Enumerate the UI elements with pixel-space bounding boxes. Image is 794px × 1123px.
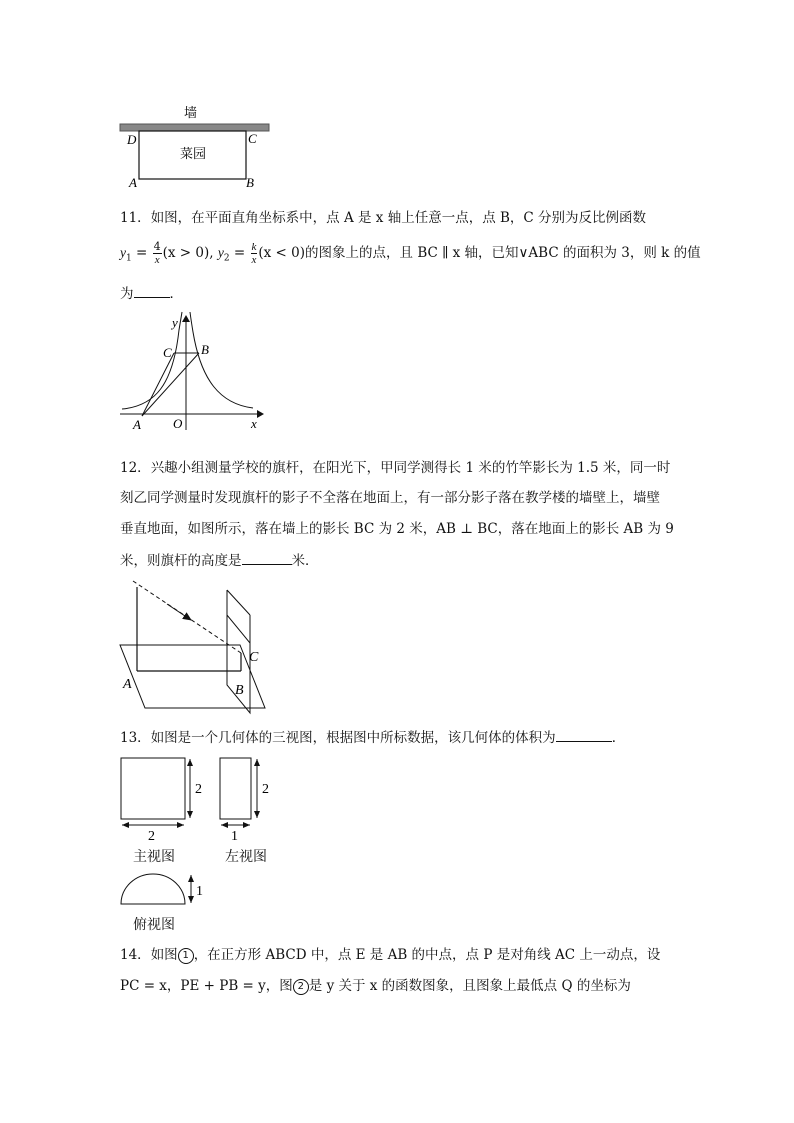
question-14-line-1 [120,945,660,965]
question-14-text-1a: 如图 [150,947,178,963]
point-A-label-12: A [123,677,132,692]
question-11-line-2 [120,238,701,268]
answer-blank-13[interactable] [556,727,612,742]
wall-bar [120,124,269,131]
question-11-line-1 [120,208,646,228]
question-14-line-2 [120,976,631,996]
ground-plane [120,645,265,708]
right-hyperbola [190,312,253,408]
y2-denominator: x [251,254,257,266]
y2-subscript: 2 [223,253,230,264]
wall-plane [227,615,250,713]
question-12-text-2: 刻乙同学测量时发现旗杆的影子不全落在地面上，有一部分影子落在教学楼的墙壁上，墙壁 [120,490,660,506]
wall-outer-edge [227,590,250,615]
garden-label: 菜园 [180,146,207,161]
top-height-label: 1 [196,884,203,899]
question-13-line [120,727,625,748]
y2-equals: = [229,245,250,261]
side-width-label: 1 [231,829,238,844]
question-12-line-1 [120,458,670,478]
question-11-text-1: 如图，在平面直角坐标系中，点 A 是 x 轴上任意一点，点 B，C 分别为反比例函数 [150,210,647,226]
figure-2-marker: 2 [293,979,309,995]
question-12-suffix: 米． [291,553,319,569]
point-A-label-11: A [133,417,141,432]
question-14-text-1b: ，在正方形 ABCD 中，点 E 是 AB 的中点，点 P 是对角线 AC 上一动点，设 [193,947,661,963]
question-14-text-2a: PC = x，PE + PB = y，图 [120,978,293,994]
y-axis-label: y [172,315,178,330]
y1-denominator: x [154,254,160,266]
question-12-text-4: 米，则旗杆的高度是 [120,553,242,569]
sun-ray-arrow [167,604,191,620]
front-height-label: 2 [195,782,202,797]
wall-label: 墙 [184,105,198,120]
point-B-label: B [246,175,254,190]
point-C-label: C [248,131,257,146]
question-13-suffix: ． [611,730,626,746]
side-view-caption: 左视图 [225,849,267,865]
question-11-suffix: ． [169,286,183,302]
top-view-caption: 俯视图 [133,917,175,933]
front-view-caption: 主视图 [133,849,175,865]
question-12-number: 12． [120,460,151,476]
question-14-number: 14． [120,947,151,963]
point-C-label-11: C [163,345,172,360]
question-12-line-2 [120,488,660,508]
y1-symbol: y [120,245,126,260]
question-12-text-1: 兴趣小组测量学校的旗杆，在阳光下，甲同学测得长 1 米的竹竿影长为 1.5 米，同一时 [150,460,671,476]
question-11-text-2: 的图象上的点，且 BC ∥ x 轴，已知∨ABC 的面积为 3，则 k 的值 [305,245,701,261]
answer-blank-11[interactable] [134,283,170,298]
side-view [220,758,251,819]
y2-numerator: k [251,241,257,253]
figure-12-flagpole [115,575,280,715]
question-11-text-3: 为 [120,286,134,302]
point-B-label-11: B [201,342,209,357]
y1-condition: (x > 0), [162,245,218,261]
x-axis-label: x [251,416,257,431]
y1-fraction [153,241,162,266]
point-A-label: A [129,175,137,190]
question-14-text-2b: 是 y 关于 x 的函数图象，且图象上最低点 Q 的坐标为 [308,978,631,994]
segment-AB [142,353,199,416]
y1-subscript: 1 [126,253,132,264]
segment-AC [142,353,174,416]
figure-13-three-views [110,752,290,937]
top-view [121,874,185,904]
question-11-line-3 [120,283,183,304]
question-13-number: 13． [120,730,151,746]
y1-numerator: 4 [153,240,161,253]
side-height-label: 2 [262,782,269,797]
question-13-text: 如图是一个几何体的三视图，根据图中所标数据，该几何体的体积为 [150,730,556,746]
front-view [121,758,185,819]
y2-fraction [251,241,258,266]
figure-1-marker: 1 [178,948,194,964]
garden-figure [110,100,280,192]
answer-blank-12[interactable] [242,550,292,565]
y2-symbol: y [217,245,224,260]
question-12-text-3: 垂直地面，如图所示，落在墙上的影长 BC 为 2 米，AB ⊥ BC，落在地面上的影长 AB 为 9 [120,521,674,537]
origin-label: O [173,416,183,431]
question-11-number: 11． [120,210,151,226]
figure-11-graph [115,310,275,435]
y1-equals: = [131,245,152,261]
front-width-label: 2 [148,829,155,844]
question-12-line-3 [120,519,674,539]
point-D-label: D [127,132,137,147]
y2-condition: (x < 0) [258,245,306,261]
point-C-label-12: C [249,650,259,665]
point-B-label-12: B [235,683,244,698]
question-12-line-4 [120,550,319,571]
